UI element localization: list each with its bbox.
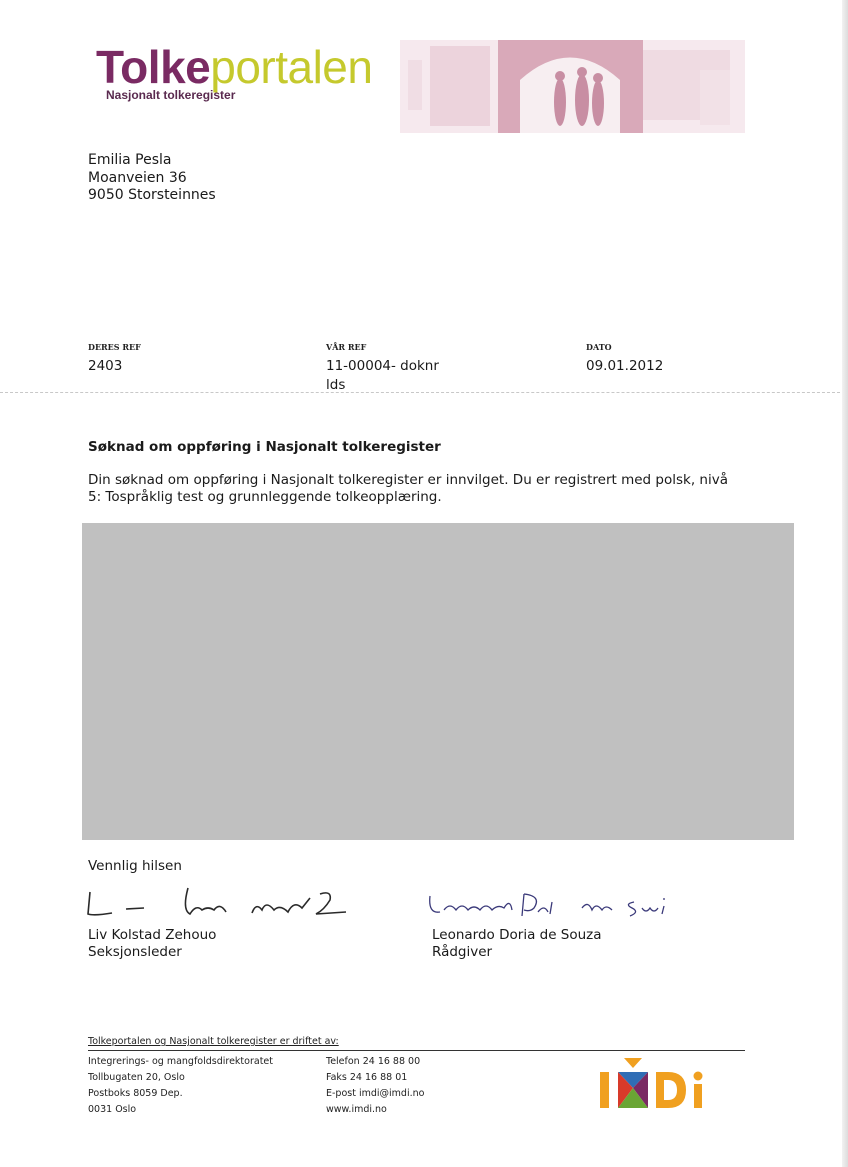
- signer-2: [432, 927, 602, 961]
- recipient-street: Moanveien 36: [88, 169, 187, 186]
- footer-fax: Faks 24 16 88 01: [326, 1072, 408, 1083]
- signer-1-name: Liv Kolstad Zehouo: [88, 927, 217, 943]
- footer-heading-text: Tolkeportalen og Nasjonalt tolkeregister er driftet av:: [88, 1036, 339, 1047]
- footer-website: www.imdi.no: [326, 1104, 387, 1115]
- deres-ref-label: DERES REF: [88, 342, 141, 352]
- logo-part-portalen: portalen: [210, 41, 373, 93]
- signature-liv-kolstad-zehouo: [84, 880, 384, 924]
- signer-1-title: Seksjonsleder: [88, 944, 182, 960]
- dato-value: 09.01.2012: [586, 358, 664, 374]
- var-ref-line2: lds: [326, 377, 346, 393]
- footer-address-line: Postboks 8059 Dep.: [88, 1088, 183, 1099]
- logo-subtitle: Nasjonalt tolkeregister: [106, 88, 236, 102]
- scan-edge: [842, 0, 848, 1167]
- footer-phone: Telefon 24 16 88 00: [326, 1056, 421, 1067]
- footer-address-line: 0031 Oslo: [88, 1104, 137, 1115]
- footer-address-line: Integrerings- og mangfoldsdirektoratet: [88, 1056, 273, 1067]
- recipient-address: [88, 152, 216, 205]
- footer-contact: [326, 1054, 424, 1118]
- footer-email: E-post imdi@imdi.no: [326, 1088, 425, 1099]
- recipient-city: 9050 Storsteinnes: [88, 187, 216, 203]
- footer-address-line: Tollbugaten 20, Oslo: [88, 1072, 185, 1083]
- logo-part-tolke: Tolke: [96, 41, 211, 93]
- signature-leonardo-doria-de-souza: [426, 888, 676, 922]
- var-ref-line1: 11-00004- doknr: [326, 358, 439, 374]
- dato-label: DATO: [586, 342, 612, 352]
- footer-rule: [88, 1050, 745, 1051]
- closing: Vennlig hilsen: [88, 858, 182, 874]
- signer-2-title: Rådgiver: [432, 944, 493, 960]
- divider: [0, 392, 840, 393]
- redacted-block: [82, 523, 794, 840]
- letter-subject: Søknad om oppføring i Nasjonalt tolkeregister: [88, 439, 441, 455]
- tolkeportalen-logo: [96, 42, 372, 102]
- deres-ref-value: 2403: [88, 358, 123, 374]
- recipient-name: Emilia Pesla: [88, 152, 172, 168]
- footer-heading: [88, 1036, 339, 1047]
- signer-2-name: Leonardo Doria de Souza: [432, 927, 602, 943]
- letter-body: Din søknad om oppføring i Nasjonalt tolkeregister er innvilget. Du er registrert med polsk, nivå 5: Tospråklig test og grunnleggende tolkeopplæring.: [88, 472, 728, 505]
- footer-address: [88, 1054, 273, 1118]
- signer-1: [88, 927, 216, 961]
- logo-wordmark: [96, 42, 372, 92]
- var-ref-label: VÅR REF: [326, 342, 367, 352]
- imdi-logo: [596, 1056, 726, 1112]
- header-banner-image: [400, 40, 745, 133]
- var-ref-value: [326, 357, 439, 395]
